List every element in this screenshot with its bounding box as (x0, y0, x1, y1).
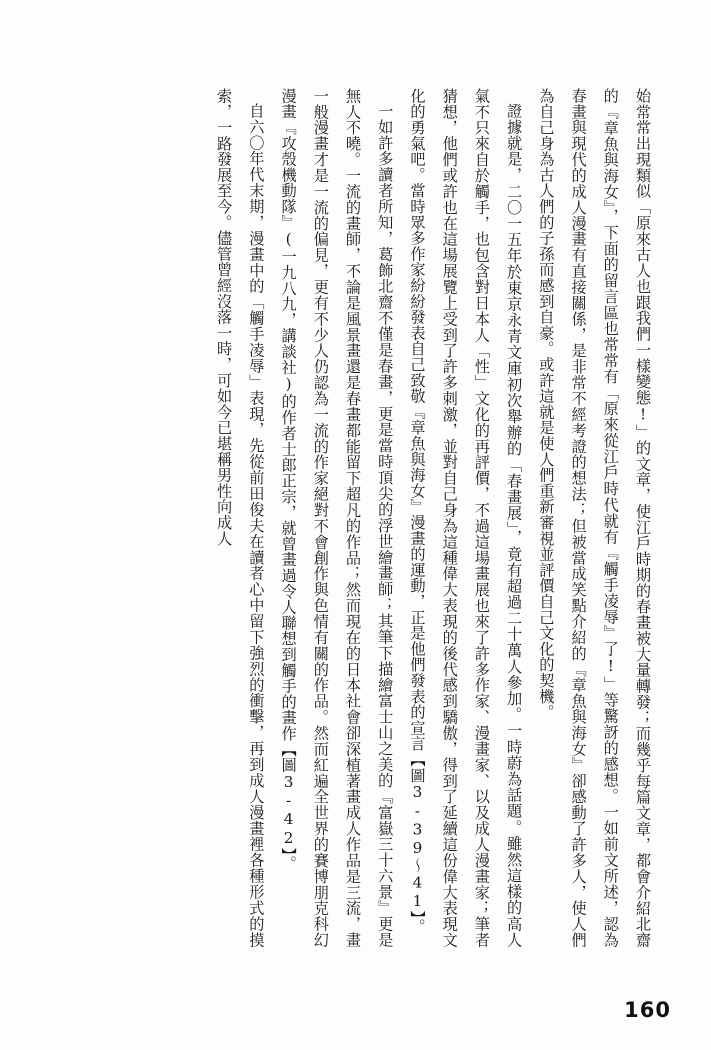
page-text-body (64, 88, 659, 948)
paragraph-4: 自六〇年代末期，漫畫中的「觸手凌辱」表現，先從前田俊夫在讀者心中留下強烈的衝擊，再到成人漫畫裡各種形式的摸索，一路發展至今。儘管曾經沒落一時，可如今已堪稱男性向成人 (215, 88, 266, 948)
paragraph-2: 證據就是，二〇一五年於東京永青文庫初次舉辦的「春畫展」，竟有超過二十萬人參加。一時蔚為話題。雖然這樣的高人氣不只來自於觸手，也包含對日本人「性」文化的再評價，不過這場畫展也來了許多作家、漫畫家、以及成人漫畫家；筆者猜想，他們或許也在這場展覽上受到了許多刺激，並對自己身為這種偉大表現的後代感到驕傲，得到了延續這份偉大表現文化的勇氣吧。當時眾多作家紛紛發表自己致敬『章魚與海女』漫畫的運動，正是他們發表的宣言【圖3-39～41】。 (408, 88, 524, 948)
page-number: 160 (624, 998, 671, 1022)
paragraph-3: 一如許多讀者所知，葛飾北齋不僅是春畫，更是當時頂尖的浮世繪畫師；其筆下描繪富士山之美的『富嶽三十六景』更是無人不曉。一流的畫師，不論是風景畫還是春畫都能留下超凡的作品；然而現在的日本社會卻深植著畫成人作品是三流，畫一般漫畫才是一流的偏見，更有不少人仍認為一流的作家絕對不會創作與色情有關的作品。然而紅遍全世界的賽博朋克科幻漫畫『攻殼機動隊』(一九八九，講談社)的作者士郎正宗，就曾畫過令人聯想到觸手的畫作【圖3-42】。 (279, 88, 395, 948)
paragraph-1: 始常常出現類似「原來古人也跟我們一樣變態!」的文章，使江戶時期的春畫被大量轉發；而幾乎每篇文章，都會介紹北齋的『章魚與海女』，下面的留言區也常常有「原來從江戶時代就有『觸手凌辱』了!」等驚訝的感想。一如前文所述，認為春畫與現代的成人漫畫有直接關係，是非常不經考證的想法；但被當成笑點介紹的『章魚與海女』卻感動了許多人，使人們為自己身為古人們的子孫而感到自豪。或許這就是使人們重新審視並評價自己文化的契機。 (537, 88, 652, 948)
